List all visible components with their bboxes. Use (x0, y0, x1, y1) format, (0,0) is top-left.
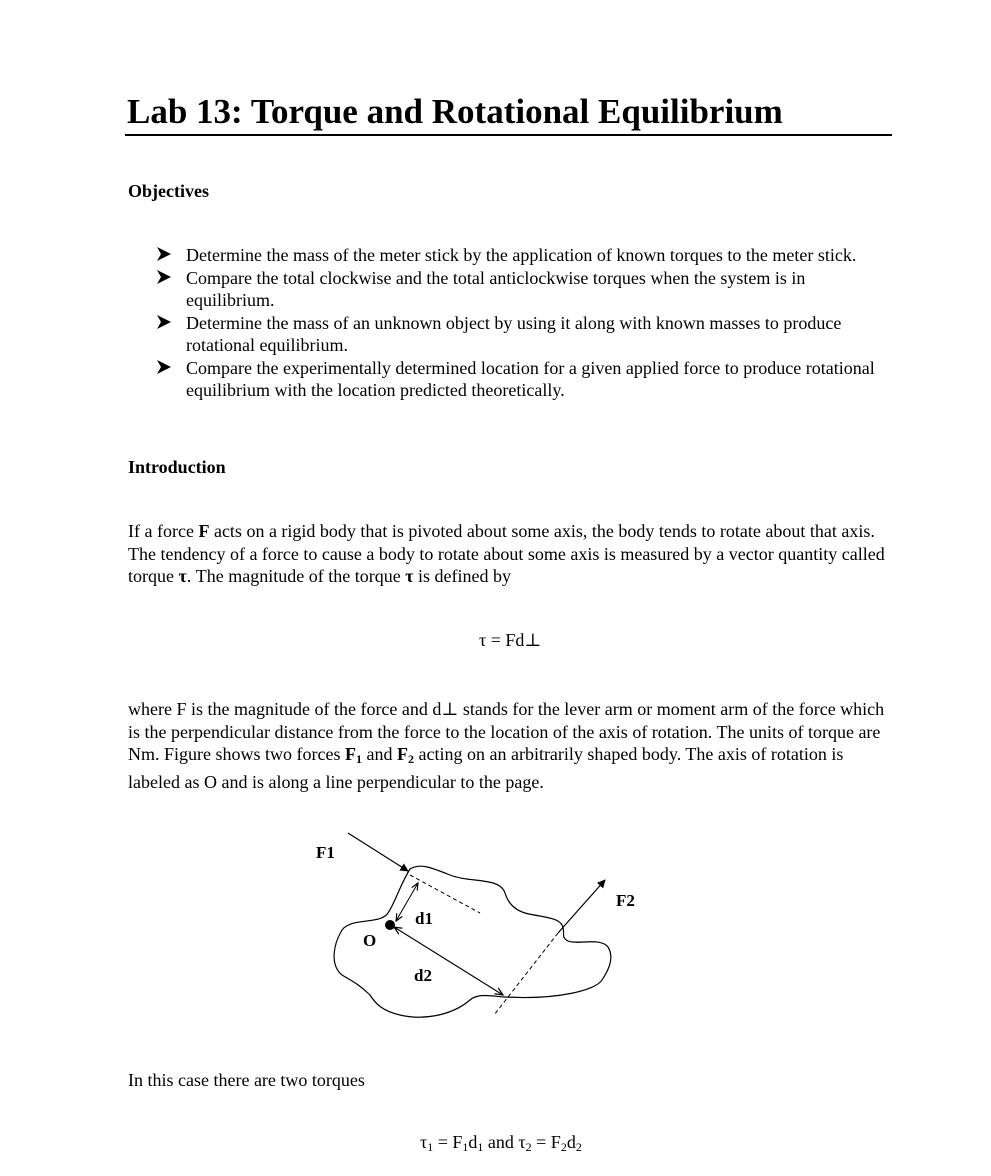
d2-label: d2 (414, 966, 432, 985)
force-symbol: F (198, 521, 210, 541)
torques-equation (420, 1132, 582, 1155)
arrowhead-bullet-icon (156, 269, 172, 285)
intro-paragraph-3: In this case there are two torques (128, 1070, 365, 1090)
torque-symbol: τ (178, 566, 187, 586)
arrowhead-bullet-icon (156, 246, 172, 262)
symbol-main: F (396, 744, 408, 764)
text-run: acts on a rigid body that is pivoted about some axis, the body tends to rotate about that axis. The tendency of a force to cause a body to rotate about some axis is measured by a vector quantity called torque (128, 521, 885, 586)
force-f1-symbol (345, 744, 362, 764)
torque-equation: τ = Fd⊥ (479, 630, 542, 650)
torque-figure (300, 825, 635, 1025)
list-item (156, 267, 876, 311)
eq-subscript: 1 (462, 1140, 469, 1154)
objective-text: Compare the total clockwise and the total anticlockwise torques when the system is in equilibrium. (186, 268, 806, 310)
origin-label: O (363, 931, 377, 950)
eq-part: and τ (483, 1132, 526, 1152)
objective-text: Determine the mass of an unknown object by using it along with known masses to produce rotational equilibrium. (186, 313, 842, 355)
eq-subscript: 1 (477, 1140, 484, 1154)
f2-line-of-action (494, 933, 558, 1015)
eq-part: = F (531, 1132, 561, 1152)
list-item (156, 244, 876, 266)
introduction-heading: Introduction (128, 457, 226, 477)
eq-subscript: 2 (560, 1140, 567, 1154)
symbol-main: F (344, 744, 356, 764)
force-f1-arrow (348, 833, 408, 871)
list-item (156, 312, 876, 356)
text-run: . The magnitude of the torque (186, 566, 406, 586)
d1-label: d1 (415, 909, 433, 928)
eq-part: = F (433, 1132, 463, 1152)
lever-arm-d2 (394, 927, 503, 995)
arrowhead-bullet-icon (156, 314, 172, 330)
text-run: where F is the magnitude of the force and d⊥ stands for the lever arm or moment arm of the force which is the perpendicular distance from the force to the location of the axis of rotation. The units of torque are Nm. Figure shows two forces (128, 699, 885, 764)
eq-part: d (566, 1132, 576, 1152)
f2-label: F2 (616, 891, 635, 910)
eq-subscript: 1 (427, 1140, 434, 1154)
eq-subscript: 2 (575, 1140, 582, 1154)
eq-part: τ (420, 1132, 428, 1152)
text-run: and (361, 744, 397, 764)
objective-text: Determine the mass of the meter stick by the application of known torques to the meter stick. (186, 245, 857, 265)
torque-symbol: τ (405, 566, 414, 586)
symbol-subscript: 2 (407, 752, 414, 766)
text-run: If a force (128, 521, 199, 541)
objective-text: Compare the experimentally determined location for a given applied force to produce rotational equilibrium with the location predicted theoretically. (186, 358, 875, 400)
pivot-point (385, 920, 395, 930)
symbol-subscript: 1 (355, 752, 362, 766)
list-item (156, 357, 876, 401)
force-f2-symbol (397, 744, 414, 764)
intro-paragraph-2 (128, 698, 893, 793)
arrowhead-bullet-icon (156, 359, 172, 375)
text-run: acting on an arbitrarily shaped body. The axis of rotation is labeled as O and is along a line perpendicular to the page. (128, 744, 844, 792)
eq-subscript: 2 (525, 1140, 532, 1154)
text-run: is defined by (413, 566, 511, 586)
f1-label: F1 (316, 843, 335, 862)
objectives-heading: Objectives (128, 181, 209, 201)
page-title: Lab 13: Torque and Rotational Equilibrium (127, 92, 783, 131)
f1-line-of-action (410, 875, 480, 913)
eq-part: d (468, 1132, 478, 1152)
objectives-list (156, 244, 876, 402)
intro-paragraph-1 (128, 520, 898, 588)
title-underline (125, 134, 892, 136)
force-f2-arrow (558, 880, 605, 933)
